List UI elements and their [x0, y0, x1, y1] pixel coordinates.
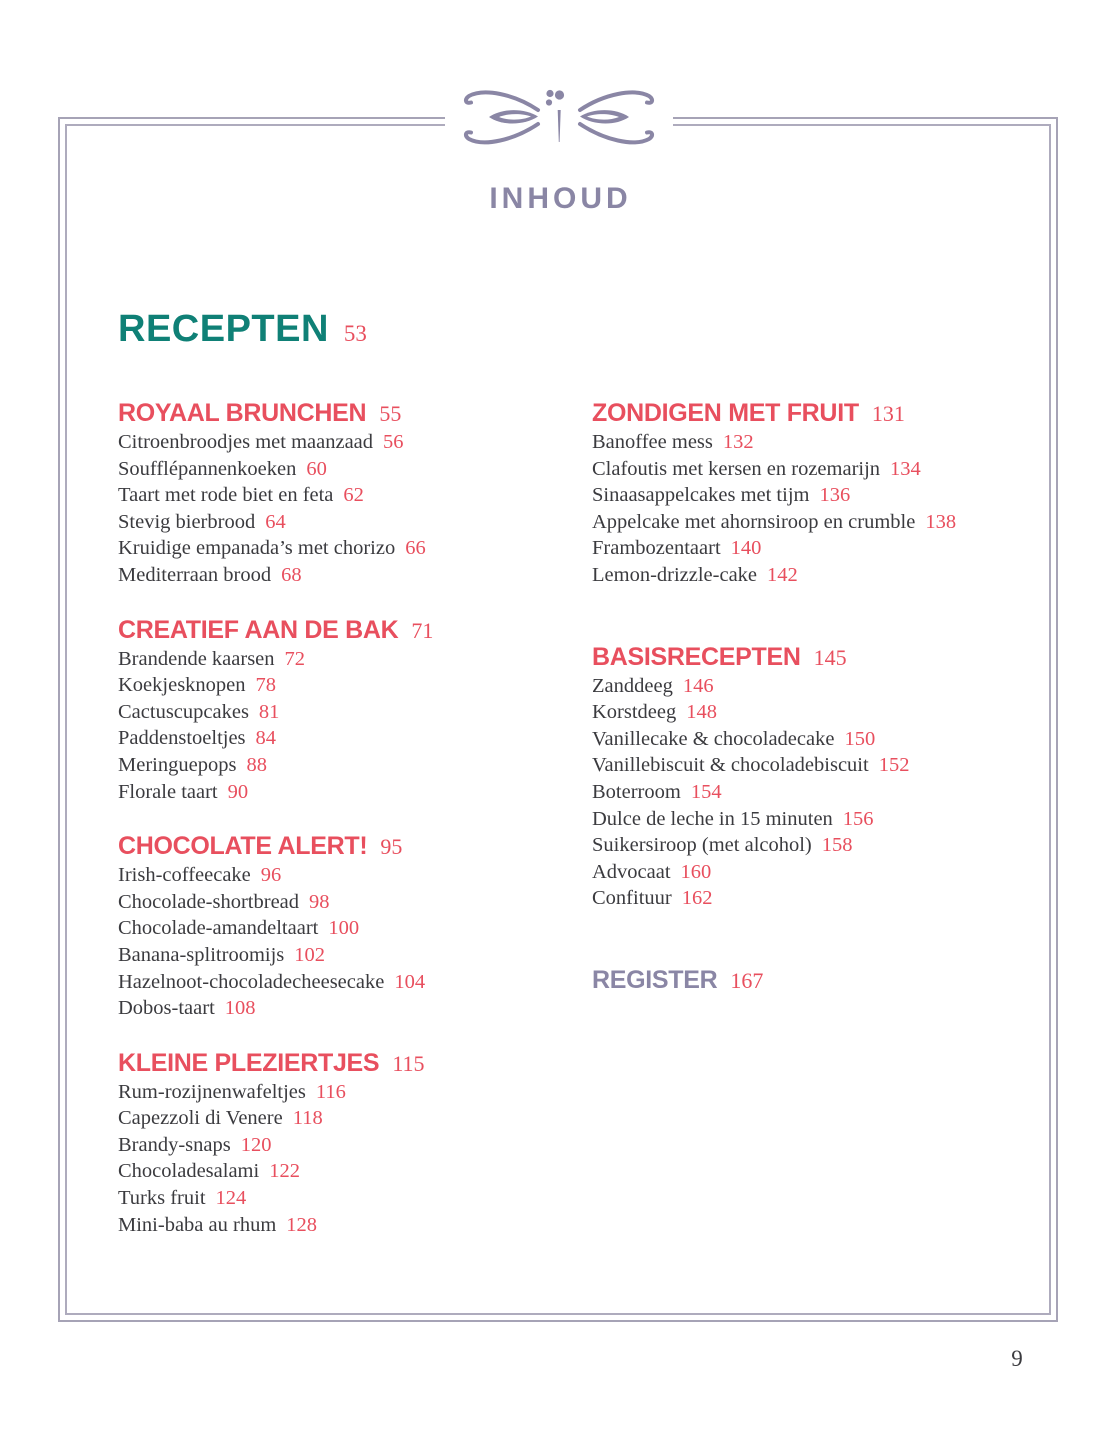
recipe-page-number: 88	[246, 753, 267, 776]
recipe-title: Advocaat	[592, 860, 671, 883]
recipe-page-number: 72	[284, 647, 306, 670]
toc-item	[118, 1132, 433, 1159]
recipe-title: Citroenbroodjes met maanzaad	[118, 431, 374, 453]
recipe-page-number: 140	[730, 537, 762, 560]
recipe-page-number: 138	[925, 510, 957, 533]
recipe-title: Taart met rode biet en feta	[118, 484, 334, 507]
recipe-title: Korstdeeg	[592, 701, 677, 724]
toc-main-entry	[118, 308, 367, 351]
recipe-page-number: 128	[286, 1213, 318, 1236]
section-heading	[592, 642, 956, 673]
section-title: ZONDIGEN MET FRUIT	[592, 399, 859, 427]
recipe-title: Lemon-drizzle-cake	[592, 563, 758, 586]
recipe-title: Sinaasappelcakes met tijm	[592, 484, 810, 507]
recipe-title: Boterroom	[592, 780, 681, 803]
toc-item	[592, 806, 956, 833]
page-title: INHOUD	[489, 182, 632, 215]
toc-column-right-sections	[592, 398, 956, 912]
recipe-page-number: 78	[255, 674, 277, 697]
recipe-title: Mini-baba au rhum	[118, 1213, 277, 1236]
recipe-page-number: 90	[227, 780, 249, 803]
toc-column-left	[118, 398, 433, 1264]
recipe-title: Zanddeeg	[592, 674, 673, 697]
page-number: 9	[1011, 1346, 1023, 1371]
toc-item	[118, 1105, 433, 1132]
recipe-title: Chocolade-amandeltaart	[118, 917, 319, 940]
section-heading	[118, 615, 433, 646]
section-page-number: 145	[813, 644, 847, 670]
recipe-page-number: 148	[686, 701, 718, 724]
toc-item	[592, 673, 956, 700]
toc-item	[592, 509, 956, 536]
toc-item	[592, 535, 956, 562]
recipe-page-number: 152	[878, 754, 910, 777]
toc-item	[118, 1212, 433, 1239]
recipe-title: Koekjesknopen	[118, 674, 246, 697]
recepten-page-number: 53	[343, 321, 367, 346]
section-title: BASISRECEPTEN	[592, 642, 801, 671]
recipe-page-number: 154	[690, 780, 722, 803]
recipe-page-number: 124	[215, 1187, 247, 1210]
toc-item	[592, 482, 956, 509]
recepten-title: RECEPTEN	[118, 308, 329, 350]
recipe-title: Chocoladesalami	[118, 1160, 260, 1183]
toc-item	[592, 859, 956, 886]
recipe-page-number: 64	[265, 510, 286, 533]
section-page-number: 95	[380, 834, 403, 860]
recipe-page-number: 102	[294, 943, 326, 966]
recipe-title: Stevig bierbrood	[118, 510, 256, 533]
toc-item	[592, 562, 956, 589]
recipe-page-number: 146	[682, 674, 714, 697]
recipe-page-number: 84	[255, 727, 277, 750]
toc-item	[118, 1079, 433, 1106]
recipe-title: Kruidige empanada’s met chorizo	[118, 537, 396, 560]
recipe-page-number: 156	[842, 807, 874, 830]
recipe-title: Meringuepops	[118, 753, 237, 776]
recipe-page-number: 162	[681, 887, 713, 910]
toc-item	[592, 429, 956, 456]
recipe-title: Frambozentaart	[592, 537, 721, 560]
toc-item	[118, 562, 433, 589]
recipe-title: Clafoutis met kersen en rozemarijn	[592, 457, 881, 480]
recipe-page-number: 56	[383, 431, 404, 453]
recipe-page-number: 104	[394, 970, 426, 993]
toc-item	[118, 456, 433, 483]
toc-section	[592, 398, 956, 589]
recipe-title: Dulce de leche in 15 minuten	[592, 807, 833, 830]
register-entry	[592, 965, 956, 996]
dragonfly-ornament-icon	[459, 86, 659, 164]
section-heading	[118, 1048, 433, 1079]
section-page-number: 71	[411, 617, 434, 643]
toc-item	[118, 942, 433, 969]
toc-item	[118, 725, 433, 752]
toc-item	[592, 726, 956, 753]
recipe-title: Chocolade-shortbread	[118, 890, 300, 913]
recipe-page-number: 116	[315, 1080, 346, 1103]
recipe-page-number: 68	[281, 563, 302, 586]
register-page-number: 167	[730, 967, 764, 993]
recipe-title: Banana-splitroomijs	[118, 943, 285, 966]
section-page-number: 55	[379, 401, 402, 426]
toc-item	[118, 535, 433, 562]
recipe-page-number: 150	[844, 727, 876, 750]
toc-item	[592, 885, 956, 912]
toc-item	[592, 699, 956, 726]
recipe-title: Cactuscupcakes	[118, 700, 249, 723]
recipe-page-number: 62	[343, 484, 364, 507]
toc-item	[118, 1158, 433, 1185]
recipe-page-number: 98	[309, 890, 330, 913]
recipe-title: Brandy-snaps	[118, 1133, 231, 1156]
toc-section	[118, 615, 433, 806]
recipe-title: Hazelnoot-chocoladecheesecake	[118, 970, 385, 993]
recipe-page-number: 134	[890, 457, 921, 480]
section-page-number: 115	[392, 1050, 425, 1076]
recipe-title: Turks fruit	[118, 1187, 206, 1210]
recipe-page-number: 120	[240, 1133, 272, 1156]
toc-item	[118, 1185, 433, 1212]
toc-column-right	[592, 398, 956, 996]
recipe-page-number: 142	[767, 563, 798, 586]
recipe-page-number: 96	[260, 864, 282, 887]
toc-item	[118, 889, 433, 916]
recipe-title: Capezzoli di Venere	[118, 1107, 283, 1130]
recipe-page-number: 122	[269, 1160, 300, 1183]
toc-item	[118, 509, 433, 536]
toc-item	[118, 969, 433, 996]
toc-item	[118, 699, 433, 726]
recipe-title: Paddenstoeltjes	[118, 727, 246, 750]
toc-item	[118, 429, 433, 456]
recipe-title: Mediterraan brood	[118, 563, 272, 586]
section-title: CREATIEF AAN DE BAK	[118, 615, 399, 644]
section-heading	[118, 398, 433, 429]
recipe-title: Soufflépannenkoeken	[118, 457, 297, 480]
toc-section	[118, 398, 433, 589]
recipe-page-number: 108	[224, 997, 256, 1020]
section-title: ROYAAL BRUNCHEN	[118, 399, 367, 427]
toc-item	[118, 646, 433, 673]
recipe-title: Banoffee mess	[592, 431, 713, 453]
section-page-number: 131	[871, 401, 905, 426]
recipe-title: Irish-coffeecake	[118, 864, 251, 887]
recipe-page-number: 118	[292, 1107, 323, 1130]
recipe-page-number: 132	[722, 431, 754, 453]
recipe-page-number: 160	[680, 860, 712, 883]
recipe-title: Suikersiroop (met alcohol)	[592, 834, 812, 857]
recipe-title: Appelcake met ahornsiroop en crumble	[592, 510, 916, 533]
toc-item	[592, 752, 956, 779]
toc-item	[118, 915, 433, 942]
recipe-title: Rum-rozijnenwafeltjes	[118, 1080, 306, 1103]
toc-section	[592, 642, 956, 912]
section-heading	[118, 831, 433, 862]
toc-item	[592, 779, 956, 806]
recipe-page-number: 60	[306, 457, 327, 480]
section-title: CHOCOLATE ALERT!	[118, 832, 368, 861]
recipe-page-number: 66	[405, 537, 426, 560]
toc-item	[592, 456, 956, 483]
toc-item	[118, 672, 433, 699]
recipe-title: Brandende kaarsen	[118, 647, 275, 670]
toc-section	[118, 831, 433, 1022]
toc-item	[118, 752, 433, 779]
register-title: REGISTER	[592, 965, 718, 994]
recipe-page-number: 136	[819, 484, 851, 507]
recipe-page-number: 81	[258, 700, 280, 723]
recipe-title: Dobos-taart	[118, 997, 215, 1020]
toc-section	[118, 1048, 433, 1239]
recipe-title: Florale taart	[118, 780, 218, 803]
toc-item	[118, 779, 433, 806]
recipe-title: Confituur	[592, 887, 672, 910]
section-heading	[592, 398, 956, 429]
section-title: KLEINE PLEZIERTJES	[118, 1048, 380, 1077]
toc-item	[118, 482, 433, 509]
recipe-page-number: 158	[821, 834, 853, 857]
toc-item	[592, 832, 956, 859]
toc-item	[118, 995, 433, 1022]
recipe-title: Vanillecake & chocoladecake	[592, 727, 835, 750]
recipe-title: Vanillebiscuit & chocoladebiscuit	[592, 754, 869, 777]
recipe-page-number: 100	[328, 917, 360, 940]
toc-item	[118, 862, 433, 889]
